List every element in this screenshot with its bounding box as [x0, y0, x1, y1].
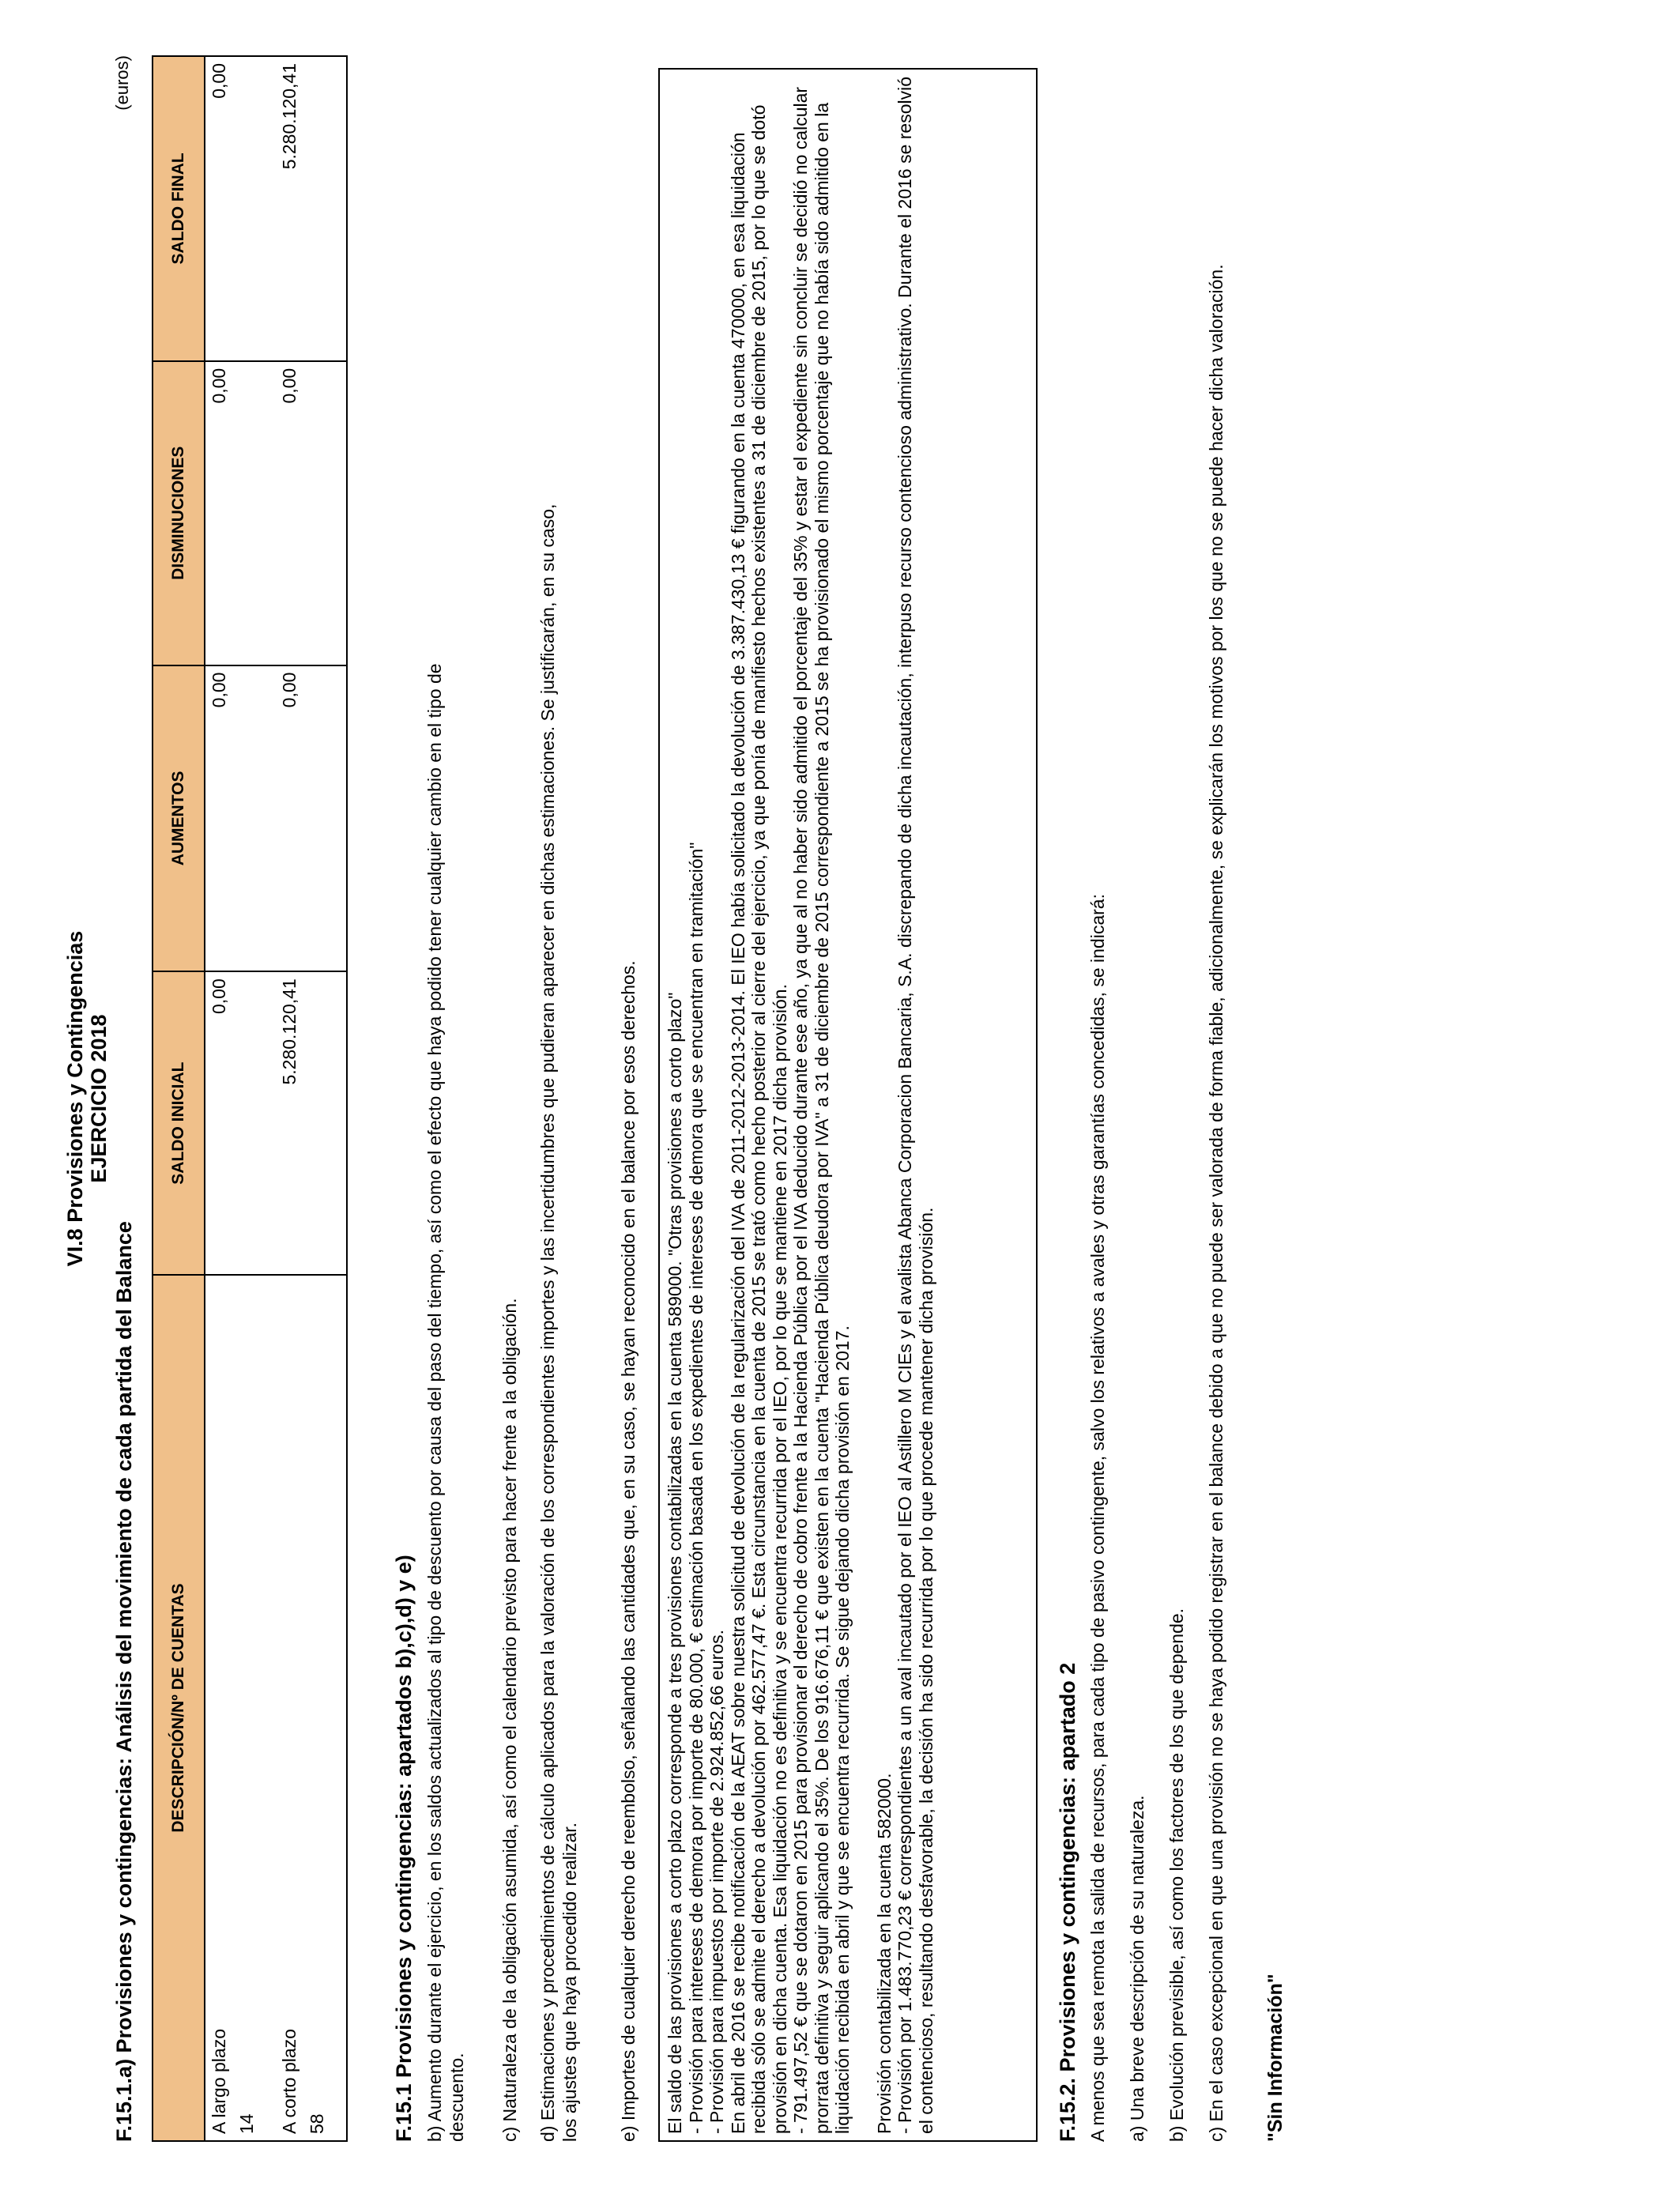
disminuciones-cell: 0,00 [276, 361, 303, 665]
box-line [853, 76, 874, 2134]
table-row [276, 56, 303, 2141]
table-header-row [153, 56, 205, 2141]
row-description: A corto plazo [276, 1275, 303, 2141]
account-code: 14 [233, 1275, 276, 2141]
box-line: - Provisión para intereses de demora por importe de 80.000, € estimación basada en los expedientes de intereses de demora que se encuentran en tramitación" [685, 842, 706, 2134]
col-header-disminuciones: DISMINUCIONES [153, 361, 205, 665]
section-b-title: F.15.1 Provisiones y contingencias: apartados b),c),d) y e) [392, 1555, 416, 2142]
table-row [233, 56, 276, 2141]
account-code: 58 [303, 1275, 347, 2141]
movement-table [152, 55, 348, 2142]
col-header-saldo-inicial: SALDO INICIAL [153, 971, 205, 1275]
item-c-text: c) Naturaleza de la obligación asumida, así como el calendario previsto para hacer frente a la obligación. [499, 1298, 520, 2142]
saldo-inicial-cell: 5.280.120,41 [276, 971, 303, 1275]
item-2a-text: a) Una breve descripción de su naturaleza. [1127, 1795, 1147, 2142]
sin-informacion: "Sin Información" [1264, 1973, 1286, 2142]
movement-title: F.15.1.a) Provisiones y contingencias: Análisis del movimiento de cada partida del Balance [112, 1221, 136, 2142]
box-line: - Provisión para impuestos por importe de 2.924.852,66 euros. [706, 1630, 727, 2134]
saldo-final-cell: 0,00 [205, 56, 233, 361]
item-2c-text: c) En el caso excepcional en que una provisión no se haya podido registrar en el balance debido a que no puede ser valorada de forma fiable, adicionalmente, se explicarán los motivos por los que no se puede hacer dicha valoración. [1206, 264, 1226, 2142]
box-line: Provisión contabilizada en la cuenta 582000. [873, 1773, 895, 2134]
item-2b-text: b) Evolución previsible, así como los factores de los que depende. [1166, 1608, 1187, 2142]
aumentos-cell: 0,00 [205, 665, 233, 972]
movement-section [112, 55, 137, 2142]
row-description: A largo plazo [205, 1275, 233, 2141]
item-d-text: d) Estimaciones y procedimientos de cálculo aplicados para la valoración de los correspondientes importes y las incertidumbres que pudieran aparecer en dichas estimaciones. Se justificarán, en su caso, los ajustes que haya procedido realizar. [537, 503, 580, 2142]
col-header-descripcion: DESCRIPCIÓN/Nº DE CUENTAS [153, 1275, 205, 2141]
provisions-detail-box [658, 68, 1038, 2142]
table-row [303, 56, 347, 2141]
box-line: - 791.497,52 € que se dotaron en 2015 para provisionar el derecho de cobro frente a la Hacienda Pública por el IVA deducido durante ese año, ya que al no haber sido admitido el porcentaje del 35% y estar el expediente sin concluir se decidió no calcular prorrata definitiva y seguir aplicando el 35%. De los 916.676,11 € que existen en la cuenta "Hacienda Pública deudora por IVA" a 31 de diciembre de 2015 correspondiente a 2015 se ha provisionado el mismo porcentaje que no había sido admitido en la liquidación recibida en abril y que se encuentra recurrida. Se sigue dejando dicha provisión en 2017. [790, 86, 853, 2134]
box-line: El saldo de las provisiones a corto plazo corresponde a tres provisiones contabilizadas en la cuenta 589000. "Otras provisiones a corto plazo" [665, 992, 685, 2134]
box-line: En abril de 2016 se recibe notificación de la AEAT sobre nuestra solicitud de devolución de la regularización del IVA de 2011-2012-2013-2014. El IEO había solicitado la devolución de 3.387.430,13 € figurando en la cuenta 470000, en esa liquidación recibida sólo se admite el derecho a devolución por 462.577,47 €. Esta circunstancia en la cuenta de 2015 se trató como hecho posterior al cierre del ejercicio, ya que ponía de manifiesto hechos existentes a 31 de diciembre de 2015, por lo que se dotó provisión en dicha cuenta. Esa liquidación no es definitiva y se encuentra recurrida por el IEO, por lo que se mantiene en 2017 dicha provisión. [727, 104, 790, 2134]
aumentos-cell: 0,00 [276, 665, 303, 972]
units-label: (euros) [112, 55, 132, 111]
saldo-inicial-cell: 0,00 [205, 971, 233, 1275]
col-header-saldo-final: SALDO FINAL [153, 56, 205, 361]
saldo-final-cell: 5.280.120,41 [276, 56, 303, 361]
table-row [205, 56, 233, 2141]
item-b-text: b) Aumento durante el ejercicio, en los saldos actualizados al tipo de descuento por causa del paso del tiempo, así como el efecto que haya podido tener cualquier cambio en el tipo de descuento. [424, 663, 467, 2142]
box-line: - Provisión por 1.483.770,23 € correspondientes a un aval incautado por el IEO al Astillero M CIEs y el avalista Abanca Corporacion Bancaria, S.A. discrepando de dicha incautación, interpuso recurso contencioso administrativo. Durante el 2016 se resolvió el contencioso, resultando desfavorable, la decisión ha sido recurrida por lo que procede mantener dicha provisión. [895, 76, 936, 2134]
section-2-title: F.15.2. Provisiones y contingencias: apartado 2 [1056, 1662, 1079, 2142]
report-year: EJERCICIO 2018 [87, 1014, 111, 1183]
disminuciones-cell: 0,00 [205, 361, 233, 665]
item-e-text: e) Importes de cualquier derecho de reembolso, señalando las cantidades que, en su caso, se hayan reconocido en el balance por esos derechos. [618, 960, 638, 2142]
rotated-content [63, 55, 1312, 2142]
section-2-intro: A menos que sea remota la salida de recursos, para cada tipo de pasivo contingente, salvo los relativos a avales y otras garantías concedidas, se indicará: [1087, 894, 1108, 2142]
report-title: VI.8 Provisiones y Contingencias [63, 930, 87, 1267]
col-header-aumentos: AUMENTOS [153, 665, 205, 972]
movement-table-wrap [142, 55, 348, 2142]
